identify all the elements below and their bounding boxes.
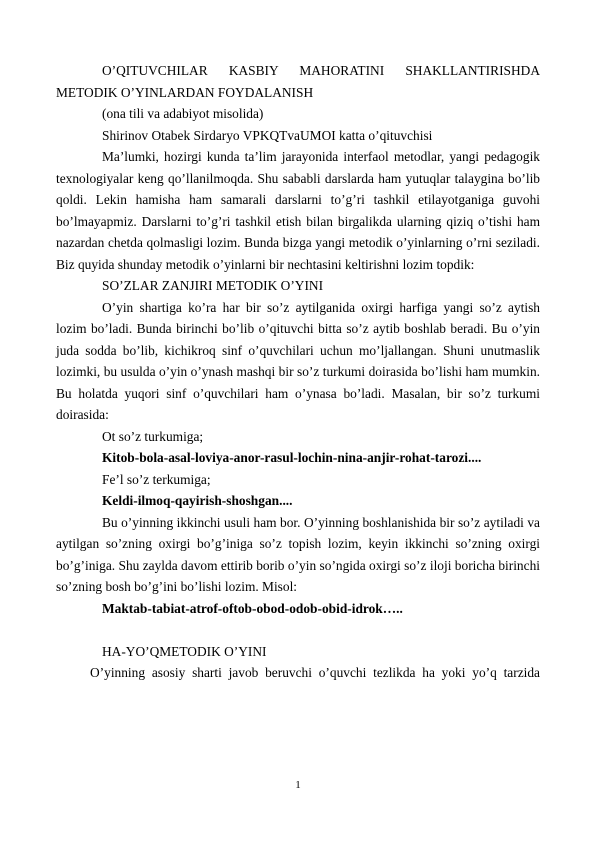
second-method-paragraph: Bu o’yinning ikkinchi usuli ham bor. O’yinning boshlanishida bir so’z aytiladi va aytilgan so’zning oxirgi bo’g’iniga so’z topish lozim, keyin ikkinchi so’zning oxirgi bo’g’iniga. Shu zaylda davom ettirib borib o’yin so’ngida oxirgi so’z iloji boricha birinchi so’zning bosh bo’g’ini bo’lishi lozim. Misol: bbox=[56, 514, 540, 594]
yes-no-paragraph: O’yinning asosiy sharti javob beruvchi o’quvchi tezlikda ha yoki yo’q tarzida bbox=[90, 665, 540, 680]
section-heading-word-chain: SO’ZLAR ZANJIRI METODIK O’YINI bbox=[102, 278, 324, 293]
noun-label: Ot so’z turkumiga; bbox=[102, 428, 204, 444]
intro-paragraph: Ma’lumki, hozirgi kunda ta’lim jarayonida interfaol metodlar, yangi pedagogik texnologiyalar keng qo’llanilmoqda. Shu sababli darslarda ham yutuqlar talaygina bo’lib qoldi. Lekin hamisha ham samarali darslarni to’g’ri tashkil etilayotganiga guvohi bo’lmayapmiz. Darslarni to’g’ri tashkil etish bilan birgalikda ularning qiziq o’tishi ham nazardan chetda qolmasligi lozim. Bunda bizga yangi metodik o’yinlarning o’rni seziladi. Biz quyida shunday metodik o’yinlarni bir nechtasini keltirishni lozim topdik: bbox=[56, 149, 540, 272]
author-line: Shirinov Otabek Sirdaryo VPKQTvaUMOI katta o’qituvchisi bbox=[102, 127, 433, 143]
section-heading-yes-no: HA-YO’QMETODIK O’YINI bbox=[102, 643, 267, 659]
verb-example: Keldi-ilmoq-qayirish-shoshgan.... bbox=[102, 493, 293, 508]
word-chain-paragraph: O’yin shartiga ko’ra har bir so’z aytilganida oxirgi harfiga yangi so’z aytish lozim bo’ladi. Bunda birinchi bo’lib o’qituvchi bitta so’z aytib boshlab beradi. Bu o’yin juda sodda bo’lib, kichikroq sinf o’quvchilari uchun mo’ljallangan. Shuni unutmaslik lozimki, bu usulda o’yin o’ynash mashqi bir so’z turkumi doirasida bo’lishi ham mumkin. Bu holatda yuqori sinf o’quvchilari ham o’ynasa bo’ladi. Masalan, bir so’z turkumi doirasida: bbox=[56, 299, 540, 422]
syllable-example: Maktab-tabiat-atrof-oftob-obod-odob-obid-idrok….. bbox=[102, 600, 403, 616]
title-line-1: O’QITUVCHILAR KASBIY MAHORATINI SHAKLLANTIRISHDA bbox=[102, 63, 540, 78]
page-content bbox=[56, 60, 540, 684]
noun-example: Kitob-bola-asal-loviya-anor-rasul-lochin-nina-anjir-rohat-tarozi.... bbox=[102, 450, 482, 465]
title-line-2: METODIK O’YINLARDAN FOYDALANISH bbox=[56, 84, 314, 100]
verb-label: Fe’l so’z terkumiga; bbox=[102, 471, 211, 487]
subtitle: (ona tili va adabiyot misolida) bbox=[102, 106, 264, 121]
blank-line bbox=[56, 619, 540, 641]
page-number: 1 bbox=[295, 779, 301, 791]
